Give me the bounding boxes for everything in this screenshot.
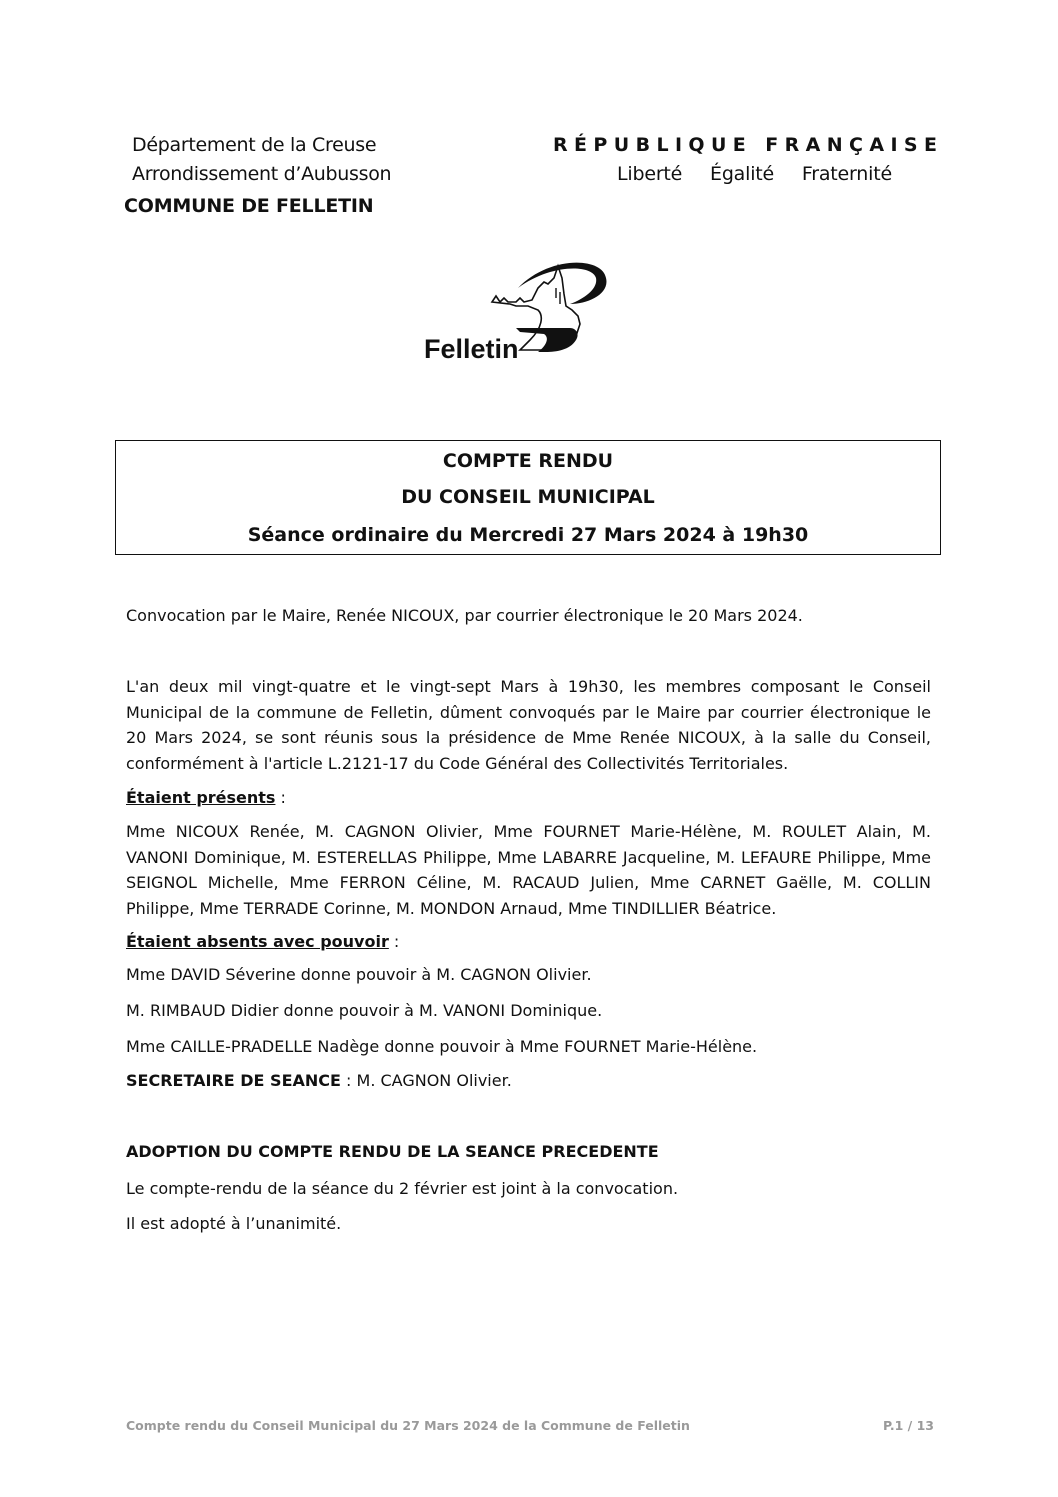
motto-liberte: Liberté [617, 163, 683, 185]
secretaire-line [126, 1069, 931, 1094]
presents-label: Étaient présents [126, 788, 276, 807]
footer-text: Compte rendu du Conseil Municipal du 27 Mars 2024 de la Commune de Felletin [126, 1418, 690, 1433]
page-footer [126, 1418, 934, 1433]
republique-title: RÉPUBLIQUE FRANÇAISE [553, 134, 944, 156]
departement-line: Département de la Creuse [132, 134, 377, 156]
adoption-text: Le compte-rendu de la séance du 2 février est joint à la convocation. [126, 1179, 679, 1198]
title-line-2: DU CONSEIL MUNICIPAL [401, 486, 655, 508]
secretaire-label: SECRETAIRE DE SEANCE [126, 1071, 341, 1090]
intro-paragraph: L'an deux mil vingt-quatre et le vingt-sept Mars à 19h30, les membres composant le Conseil Municipal de la commune de Felletin, dûment convoqués par le Maire par courrier électronique le 20 Mars 2024, se sont réunis sous la présidence de Mme Renée NICOUX, à la salle du Conseil, conformément à l'article L.2121-17 du Code Général des Collectivités Territoriales. [126, 677, 931, 773]
title-box [115, 440, 941, 555]
absents-colon: : [388, 932, 400, 951]
adoption-heading: ADOPTION DU COMPTE RENDU DE LA SEANCE PRECEDENTE [126, 1142, 659, 1161]
arrondissement-line: Arrondissement d’Aubusson [132, 163, 392, 185]
secretaire-value: : M. CAGNON Olivier. [340, 1071, 512, 1090]
logo-river-icon [516, 328, 578, 352]
republic-header [553, 131, 949, 185]
presents-list: Mme NICOUX Renée, M. CAGNON Olivier, Mme FOURNET Marie-Hélène, M. ROULET Alain, M. VANONI Dominique, M. ESTERELLAS Philippe, Mme LABARRE Jacqueline, M. LEFAURE Philippe, Mme SEIGNOL Michelle, Mme FERRON Céline, M. RACAUD Julien, Mme CARNET Gaëlle, M. COLLIN Philippe, Mme TERRADE Corinne, M. MONDON Arnaud, Mme TINDILLIER Béatrice. [126, 822, 931, 918]
presents-colon: : [275, 788, 286, 807]
pouvoir-item: M. RIMBAUD Didier donne pouvoir à M. VANONI Dominique. [126, 1001, 603, 1020]
administrative-header [132, 131, 391, 189]
motto-egalite: Égalité [710, 163, 775, 185]
pouvoir-item: Mme DAVID Séverine donne pouvoir à M. CAGNON Olivier. [126, 965, 592, 984]
convocation-paragraph: Convocation par le Maire, Renée NICOUX, par courrier électronique le 20 Mars 2024. [126, 606, 803, 625]
title-line-1: COMPTE RENDU [442, 450, 614, 472]
felletin-logo [420, 258, 620, 362]
republic-motto [617, 160, 914, 189]
absents-label: Étaient absents avec pouvoir [126, 932, 389, 951]
absents-heading [126, 930, 931, 955]
presents-heading [126, 786, 931, 811]
page-number: P.1 / 13 [883, 1418, 934, 1433]
commune-name: COMMUNE DE FELLETIN [124, 195, 374, 217]
adoption-result: Il est adopté à l’unanimité. [126, 1214, 342, 1233]
pouvoir-item: Mme CAILLE-PRADELLE Nadège donne pouvoir à Mme FOURNET Marie-Hélène. [126, 1037, 758, 1056]
motto-fraternite: Fraternité [801, 163, 892, 185]
title-line-3: Séance ordinaire du Mercredi 27 Mars 2024 à 19h30 [247, 524, 809, 546]
logo-text: Felletin [424, 334, 519, 362]
